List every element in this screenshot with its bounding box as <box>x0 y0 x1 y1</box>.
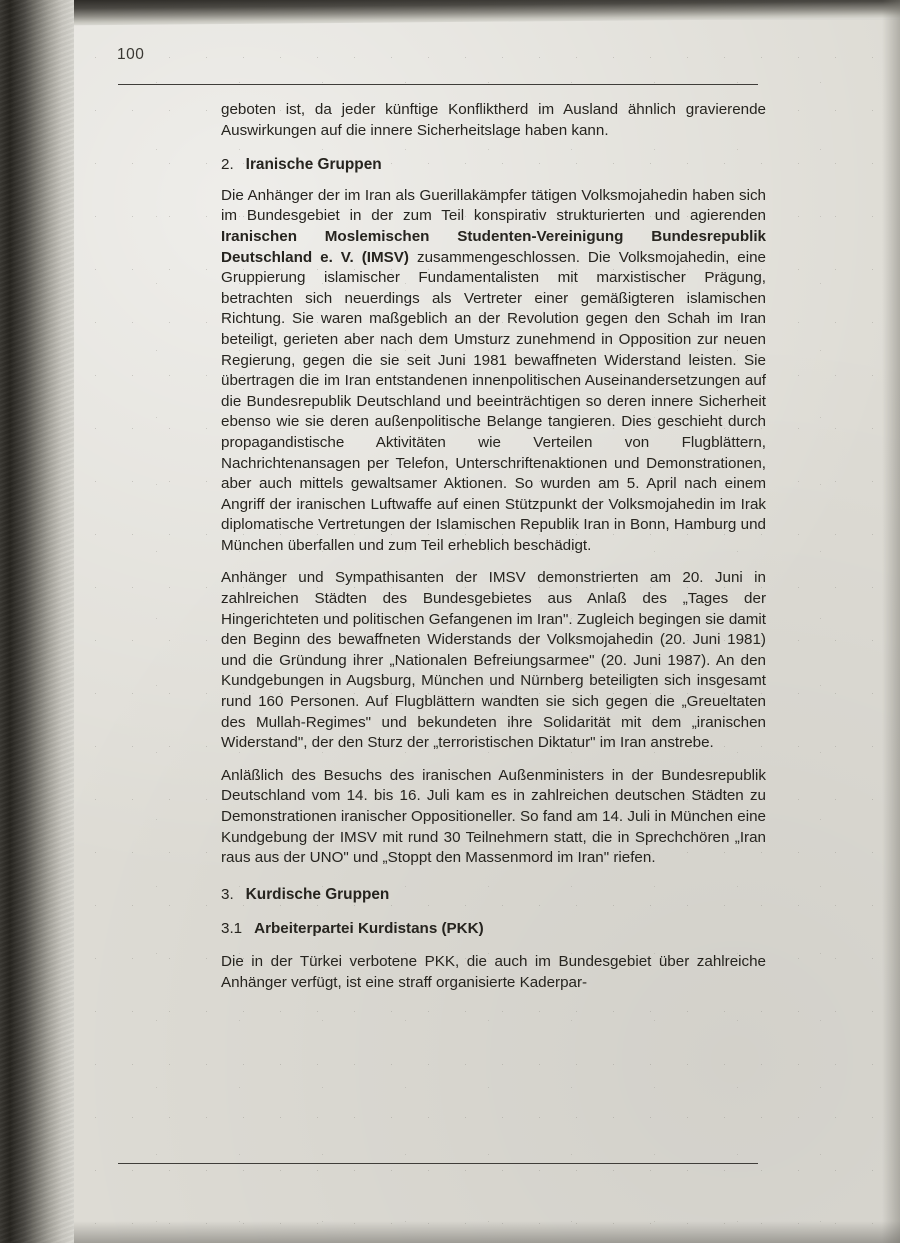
section-heading-2 <box>221 155 766 176</box>
paragraph-visit: Anläßlich des Besuchs des iranischen Außenministers in der Bundesrepublik Deutschland vom 14. bis 16. Juli kam es in zahlreichen deutschen Städten zu Demonstrationen iranischer Oppositioneller. So fand am 14. Juli in München eine Kundgebung der IMSV mit rund 30 Teilnehmern statt, die in Sprechchören „Iran raus aus der UNO" und „Stoppt den Massenmord im Iran" riefen. <box>221 766 766 867</box>
paragraph-demonstrations: Anhänger und Sympathisanten der IMSV demonstrierten am 20. Juni in zahlreichen Städten des Bundesgebietes aus Anlaß des „Tages der Hingerichteten und politischen Gefangenen im Iran". Zugleich begingen sie damit den Beginn des bewaffneten Widerstands der Volksmojahedin (20. Juni 1981) und die Gründung ihrer „Nationalen Befreiungsarmee" (20. Juni 1987). An den Kundgebungen in Augsburg, München und Nürnberg beteiligten sich insgesamt rund 160 Personen. Auf Flugblättern wandten sie sich gegen die „Greueltaten des Mullah-Regimes" und bekundeten ihre Solidarität mit dem „iranischen Widerstand", der den Sturz der „terroristischen Diktatur" im Iran anstrebe. <box>221 569 766 752</box>
section-title: Kurdische Gruppen <box>245 885 390 903</box>
section-number: 3. <box>221 885 234 903</box>
section-title: Iranische Gruppen <box>245 156 382 174</box>
page-body <box>221 100 766 1005</box>
section-heading-3 <box>221 885 766 906</box>
paragraph-pkk: Die in der Türkei verbotene PKK, die auch im Bundesgebiet über zahlreiche Anhänger verfügt, ist eine straff organisierte Kaderpar- <box>221 952 766 991</box>
paragraph-imsv-post: zusammengeschlossen. Die Volksmojahedin, eine Gruppierung islamischer Fundamentalisten mit marxistischer Prägung, betrachten sich neuerdings als Vertreter einer gemäßigteren islamischen Richtung. Sie waren maßgeblich an der Revolution gegen den Schah im Iran beteiligt, gerieten aber nach dem Umsturz zunehmend in Opposition zur neuen Regierung, gegen die sie seit Juni 1981 bewaffneten Widerstand leisten. Sie übertragen die im Iran entstandenen innenpolitischen Auseinandersetzungen auf die Bundesrepublik Deutschland und beeinträchtigen so deren innere Sicherheit ebenso wie sie deren außenpolitische Belange tangieren. Dies geschieht durch propagandistische Aktivitäten wie Verteilen von Flugblättern, Nachrichtenansagen per Telefon, Unterschriftenaktionen und Demonstrationen, aber auch mittels gewaltsamer Aktionen. So wurden am 5. April nach einem Angriff der iranischen Luftwaffe auf einen Stützpunkt der Volksmojahedin im Irak diplomatische Vertretungen der Islamischen Republik Iran in Bonn, Hamburg und München überfallen und zum Teil erheblich beschädigt. <box>221 248 767 554</box>
paragraph-continuation: geboten ist, da jeder künftige Konfliktherd im Ausland ähnlich gravierende Auswirkungen auf die innere Sicherheitslage haben kann. <box>221 101 766 139</box>
subsection-number: 3.1 <box>221 920 243 938</box>
paragraph-imsv-pre: Die Anhänger der im Iran als Guerillakämpfer tätigen Volksmojahedin haben sich im Bundesgebiet in der zum Teil konspirativ strukturierten und agierenden <box>221 186 766 225</box>
page-right-edge-shadow <box>882 0 900 1243</box>
paragraph-imsv <box>221 186 766 557</box>
book-gutter-texture <box>0 0 74 1243</box>
header-rule <box>118 84 758 85</box>
section-heading-3-1 <box>221 919 766 940</box>
subsection-title: Arbeiterpartei Kurdistans (PKK) <box>254 920 484 938</box>
section-number: 2. <box>221 156 234 174</box>
page-number: 100 <box>117 46 145 63</box>
organization-name-bold: Iranischen Moslemischen Studenten-Vereinigung Bundesrepublik Deutschland e. V. (IMSV) <box>221 227 766 266</box>
page-bottom-edge-shadow <box>74 1221 900 1243</box>
footer-rule <box>118 1163 758 1164</box>
